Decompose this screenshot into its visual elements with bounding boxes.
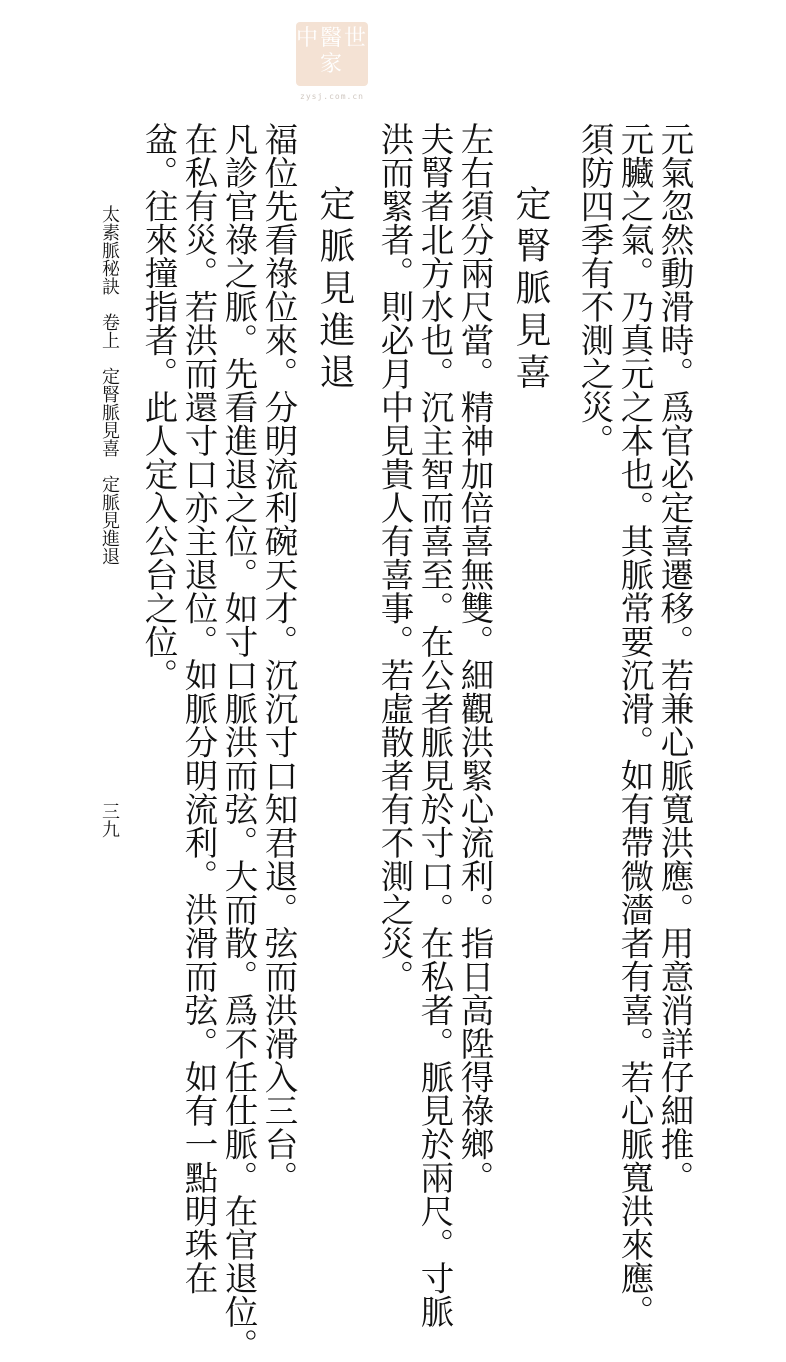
text-column: 盆。往來撞指者。此人定入公台之位。 bbox=[139, 122, 178, 692]
watermark-seal bbox=[296, 22, 369, 101]
text-column: 元氣忽然動滑時。爲官必定喜遷移。若兼心脈寬洪應。用意消詳仔細推。 bbox=[655, 122, 694, 1194]
watermark-seal-glyphs: 中醫世家 bbox=[296, 26, 369, 77]
text-column: 在私有災。若洪而還寸口亦主退位。如脈分明流利。洪滑而弦。如有一點明珠在 bbox=[179, 122, 218, 1295]
text-column: 須防四季有不測之災。 bbox=[575, 122, 614, 457]
section-heading: 定腎脈見喜 bbox=[510, 185, 551, 395]
running-footer: 太素脈秘訣 卷上 定腎脈見喜 定脈見進退 bbox=[99, 205, 120, 565]
text-column: 洪而緊者。則必月中見貴人有喜事。若虛散者有不測之災。 bbox=[375, 122, 414, 993]
text-column: 夫腎者北方水也。沉主智而喜至。在公者脈見於寸口。在私者。脈見於兩尺。寸脈 bbox=[415, 122, 454, 1328]
section-heading: 定脈見進退 bbox=[314, 185, 355, 395]
text-column: 福位先看祿位來。分明流利碗天才。沉沉寸口知君退。弦而洪滑入三台。 bbox=[259, 122, 298, 1194]
text-column: 元臟之氣。乃真元之本也。其脈常要沉滑。如有帶微濇者有喜。若心脈寬洪來應。 bbox=[615, 122, 654, 1328]
watermark-url: zysj.com.cn bbox=[300, 92, 364, 101]
text-column: 左右須分兩尺當。精神加倍喜無雙。細觀洪緊心流利。指日高陞得祿鄉。 bbox=[455, 122, 494, 1194]
text-column: 凡診官祿之脈。先看進退之位。如寸口脈洪而弦。大而散。爲不任仕脈。在官退位。 bbox=[219, 122, 258, 1362]
page-number: 三九 bbox=[99, 802, 120, 838]
